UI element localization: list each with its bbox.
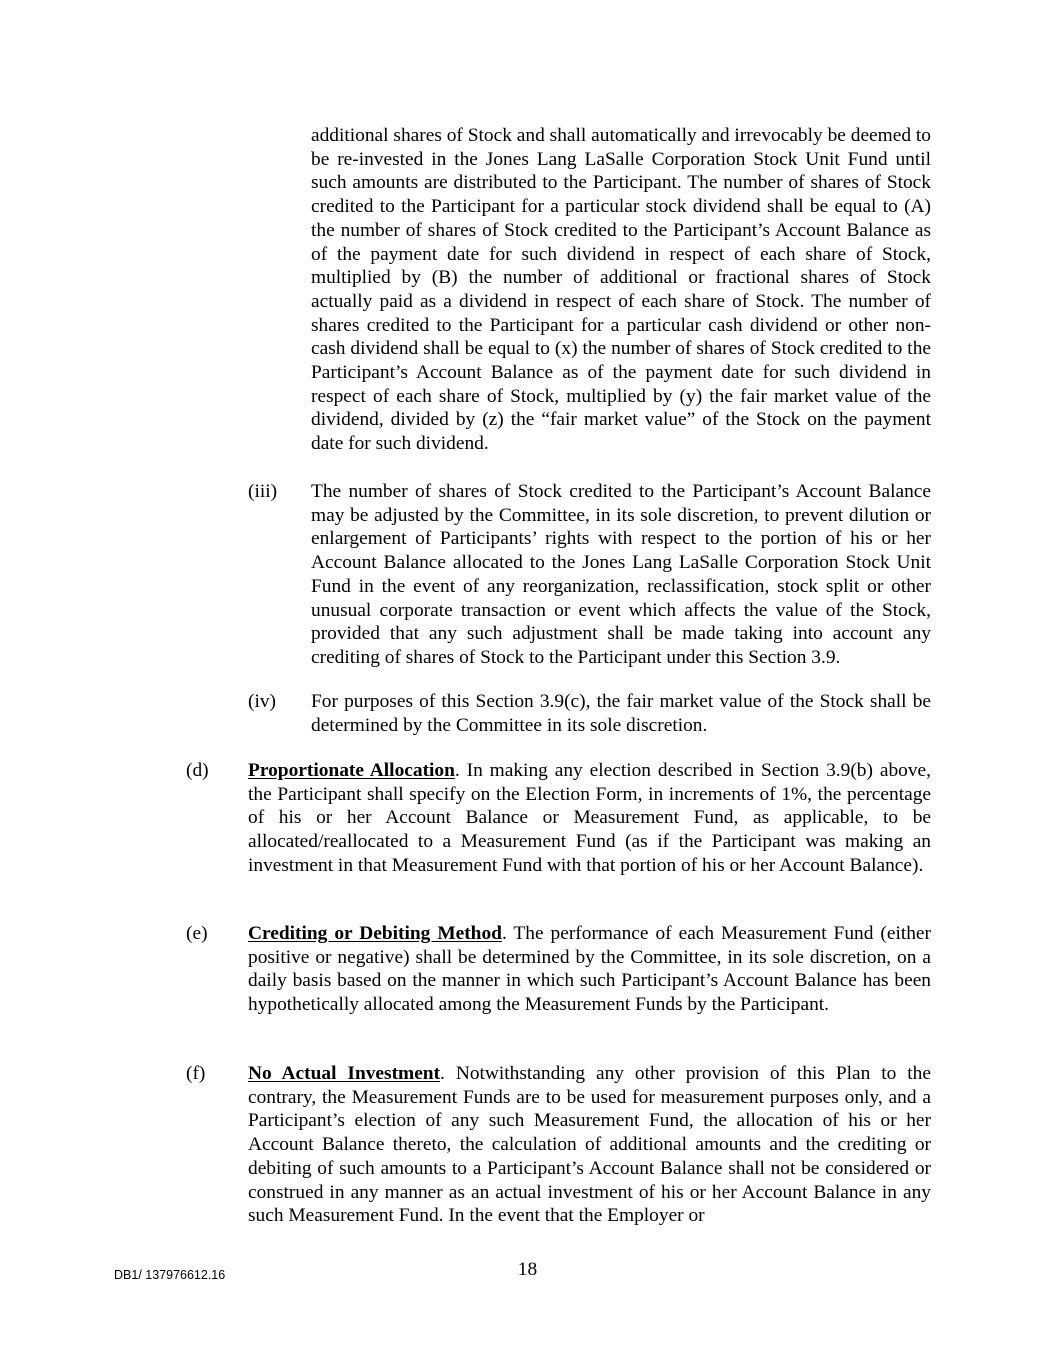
subsection-text-iv: For purposes of this Section 3.9(c), the fair market value of the Stock shall be determined by the Committee in its sole discretion. (311, 691, 931, 736)
document-id-footer: DB1/ 137976612.16 (114, 1268, 226, 1282)
section-marker-f: (f) (186, 1063, 206, 1084)
subsection-text-iii: The number of shares of Stock credited to the Participant’s Account Balance may be adjusted by the Committee, in its sole discretion, to prevent dilution or enlargement of Participants’ rights with respect to the portion of his or her Account Balance allocated to the Jones Lang LaSalle Corporation Stock Unit Fund in the event of any reorganization, reclassification, stock split or other unusual corporate transaction or event which affects the value of the Stock, provided that any such adjustment shall be made taking into account any crediting of shares of Stock to the Participant under this Section 3.9. (311, 481, 931, 668)
section-marker-d: (d) (186, 760, 209, 781)
subsection-marker-iv: (iv) (248, 691, 276, 712)
section-paragraph-d (248, 759, 931, 878)
section-text-e: . The performance of each Measurement Fund (either positive or negative) shall be determined by the Committee, in its sole discretion, on a daily basis based on the manner in which such Participant’s Account Balance has been hypothetically allocated among the Measurement Funds by the Participant. (248, 923, 931, 1016)
section-marker-e: (e) (186, 923, 208, 944)
section-heading-d: Proportionate Allocation (248, 760, 455, 781)
section-paragraph-f (248, 1062, 931, 1228)
section-text-f: . Notwithstanding any other provision of this Plan to the contrary, the Measurement Funds are to be used for measurement purposes only, and a Participant’s election of any such Measurement Fund, the allocation of his or her Account Balance thereto, the calculation of additional amounts and the crediting or debiting of such amounts to a Participant’s Account Balance shall not be considered or construed in any manner as an actual investment of his or her Account Balance in any such Measurement Fund. In the event that the Employer or (248, 1063, 931, 1227)
page-number: 18 (517, 1259, 538, 1280)
section-text-d: . In making any election described in Section 3.9(b) above, the Participant shall specify on the Election Form, in increments of 1%, the percentage of his or her Account Balance or Measurement Fund, as applicable, to be allocated/reallocated to a Measurement Fund (as if the Participant was making an investment in that Measurement Fund with that portion of his or her Account Balance). (248, 760, 931, 876)
continuation-paragraph: additional shares of Stock and shall automatically and irrevocably be deemed to be re-invested in the Jones Lang LaSalle Corporation Stock Unit Fund until such amounts are distributed to the Participant. The number of shares of Stock credited to the Participant for a particular stock dividend shall be equal to (A) the number of shares of Stock credited to the Participant’s Account Balance as of the payment date for such dividend in respect of each share of Stock, multiplied by (B) the number of additional or fractional shares of Stock actually paid as a dividend in respect of each share of Stock. The number of shares credited to the Participant for a particular cash dividend or other non-cash dividend shall be equal to (x) the number of shares of Stock credited to the Participant’s Account Balance as of the payment date for such dividend in respect of each share of Stock, multiplied by (y) the fair market value of the dividend, divided by (z) the “fair market value” of the Stock on the payment date for such dividend. (311, 125, 931, 455)
section-heading-e: Crediting or Debiting Method (248, 923, 502, 944)
section-paragraph-e (248, 922, 931, 1017)
subsection-marker-iii: (iii) (248, 481, 278, 502)
section-heading-f: No Actual Investment (248, 1063, 441, 1084)
